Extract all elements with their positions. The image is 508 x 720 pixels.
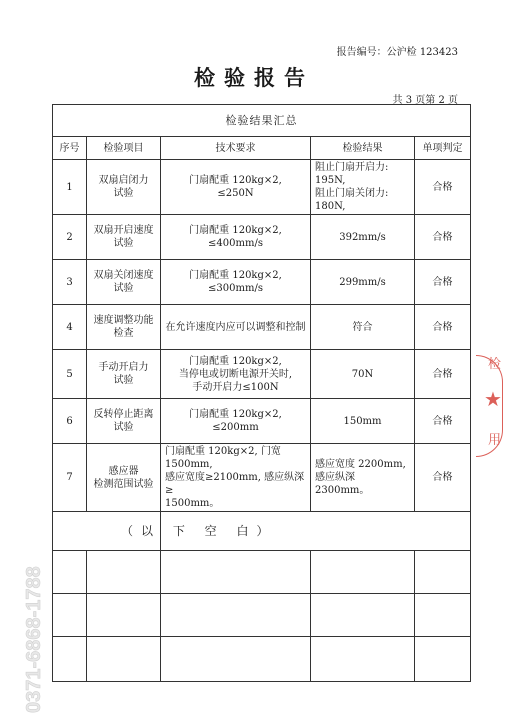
- cell-verdict-line: 合格: [432, 472, 453, 483]
- cell-item-line: 双扇关闭速度: [93, 270, 154, 281]
- cell-no: [53, 260, 87, 305]
- cell-requirement-line: 门扇配重 120kg×2,: [189, 409, 282, 420]
- cell-item-line: 手动开启力: [98, 362, 149, 373]
- col-header-no: 序号: [53, 137, 87, 160]
- cell-verdict: [415, 305, 471, 350]
- empty-row: [53, 594, 471, 637]
- cell-item: [87, 160, 161, 215]
- cell-requirement: [161, 399, 311, 444]
- cell-requirement: [161, 160, 311, 215]
- cell-result-line: 150mm: [343, 415, 382, 427]
- cell-requirement-line: ≤200mm: [212, 422, 259, 433]
- cell-result: [311, 305, 415, 350]
- cell-requirement-line: 当停电或切断电源开关时,: [178, 368, 293, 380]
- cell-verdict: [415, 350, 471, 399]
- cell-no: [53, 350, 87, 399]
- cell-result-line: 392mm/s: [339, 231, 386, 243]
- cell-requirement-line: ≤300mm/s: [208, 283, 263, 294]
- cell-requirement-line: 门扇配重 120kg×2,: [189, 225, 282, 236]
- cell-result-line: 299mm/s: [339, 276, 386, 288]
- blank-note-text: （以 下 空 白）: [121, 523, 277, 538]
- cell-result-line: 符合: [352, 321, 373, 333]
- cell-no: [53, 399, 87, 444]
- results-table: [52, 104, 471, 682]
- cell-verdict-line: 合格: [432, 321, 453, 333]
- col-header-req: 技术要求: [161, 137, 311, 160]
- star-icon: ★: [484, 387, 502, 411]
- empty-row: [53, 637, 471, 682]
- cell-result-line: 阻止门扇关闭力: 180N,: [315, 188, 389, 212]
- report-title: 检验报告: [194, 65, 314, 90]
- cell-result-line: 阻止门扇开启力: 195N,: [315, 162, 389, 186]
- cell-no: [53, 215, 87, 260]
- cell-item: [87, 350, 161, 399]
- cell-requirement-line: 门扇配重 120kg×2,: [189, 270, 282, 281]
- cell-verdict: [415, 260, 471, 305]
- blank-note: [121, 512, 471, 551]
- cell-result: [311, 444, 415, 512]
- cell-no: [53, 305, 87, 350]
- report-number: 报告编号：公沪检 123423: [336, 47, 458, 58]
- cell-result: [311, 399, 415, 444]
- table-row: [53, 305, 471, 350]
- cell-verdict: [415, 215, 471, 260]
- cell-result: [311, 350, 415, 399]
- cell-item-line: 试验: [113, 188, 134, 199]
- cell-item-line: 试验: [113, 238, 134, 249]
- cell-requirement-line: 门扇配重 120kg×2,: [189, 175, 282, 186]
- table-row: [53, 399, 471, 444]
- cell-item-line: 反转停止距离: [93, 409, 154, 420]
- cell-requirement-line: 门扇配重 120kg×2,: [189, 355, 282, 367]
- col-header-item: 检验项目: [87, 137, 161, 160]
- cell-verdict-line: 合格: [432, 231, 453, 243]
- cell-result: [311, 160, 415, 215]
- cell-item-line: 双扇启闭力: [98, 175, 149, 186]
- cell-verdict: [415, 160, 471, 215]
- cell-no-line: 4: [66, 321, 73, 333]
- table-row: [53, 160, 471, 215]
- table-row: [53, 260, 471, 305]
- cell-item-line: 双扇开启速度: [93, 225, 154, 236]
- cell-no-line: 2: [66, 231, 73, 243]
- cell-requirement-line: 手动开启力≤100N: [192, 381, 279, 393]
- table-row: [53, 350, 471, 399]
- cell-item: [87, 215, 161, 260]
- cell-requirement: [161, 260, 311, 305]
- cell-requirement-line: 门扇配重 120kg×2, 门宽 1500mm,: [165, 446, 281, 470]
- cell-requirement-line: ≤250N: [217, 188, 254, 199]
- cell-requirement-line: 在允许速度内应可以调整和控制: [165, 321, 306, 333]
- cell-no: [53, 160, 87, 215]
- table-row: [53, 215, 471, 260]
- cell-verdict: [415, 399, 471, 444]
- cell-requirement: [161, 215, 311, 260]
- cell-verdict-line: 合格: [432, 181, 453, 193]
- cell-item: [87, 444, 161, 512]
- summary-title: 检验结果汇总: [53, 105, 471, 137]
- stamp-char-top: 检: [488, 357, 502, 372]
- cell-item-line: 试验: [113, 283, 134, 294]
- cell-requirement: [161, 444, 311, 512]
- cell-verdict-line: 合格: [432, 276, 453, 288]
- inspection-stamp: [486, 353, 504, 463]
- cell-no-line: 7: [66, 472, 73, 483]
- cell-result: [311, 215, 415, 260]
- cell-requirement-line: ≤400mm/s: [208, 238, 263, 249]
- cell-verdict-line: 合格: [432, 415, 453, 427]
- cell-requirement-line: 1500mm。: [165, 498, 220, 509]
- phone-watermark: [14, 565, 54, 715]
- empty-row: [53, 551, 471, 594]
- page-number: 共 3 页第 2 页: [392, 95, 458, 106]
- cell-no-line: 6: [66, 415, 73, 427]
- cell-no-line: 3: [66, 276, 73, 288]
- cell-result: [311, 260, 415, 305]
- cell-result-line: 感应宽度 2200mm,: [315, 459, 406, 470]
- cell-item: [87, 305, 161, 350]
- cell-item-line: 检测范围试验: [93, 478, 154, 490]
- cell-item-line: 检查: [113, 328, 134, 339]
- cell-result-line: 70N: [351, 368, 374, 380]
- watermark-text: 0371-6868-1788: [23, 566, 45, 713]
- col-header-verdict: 单项判定: [415, 137, 471, 160]
- cell-item: [87, 399, 161, 444]
- cell-item-line: 试验: [113, 375, 134, 386]
- stamp-char-bottom: 用: [488, 433, 502, 448]
- cell-verdict-line: 合格: [432, 368, 453, 380]
- cell-no: [53, 444, 87, 512]
- cell-requirement: [161, 305, 311, 350]
- cell-verdict: [415, 444, 471, 512]
- table-row: [53, 444, 471, 512]
- cell-item: [87, 260, 161, 305]
- cell-no-line: 1: [66, 181, 73, 193]
- cell-item-line: 试验: [113, 422, 134, 433]
- cell-no-line: 5: [66, 368, 73, 380]
- cell-requirement: [161, 350, 311, 399]
- cell-item-line: 速度调整功能: [93, 315, 154, 326]
- col-header-result: 检验结果: [311, 137, 415, 160]
- cell-result-line: 感应纵深 2300mm。: [315, 472, 370, 496]
- cell-item-line: 感应器: [108, 465, 139, 477]
- cell-requirement-line: 感应宽度≥2100mm, 感应纵深≥: [165, 472, 305, 496]
